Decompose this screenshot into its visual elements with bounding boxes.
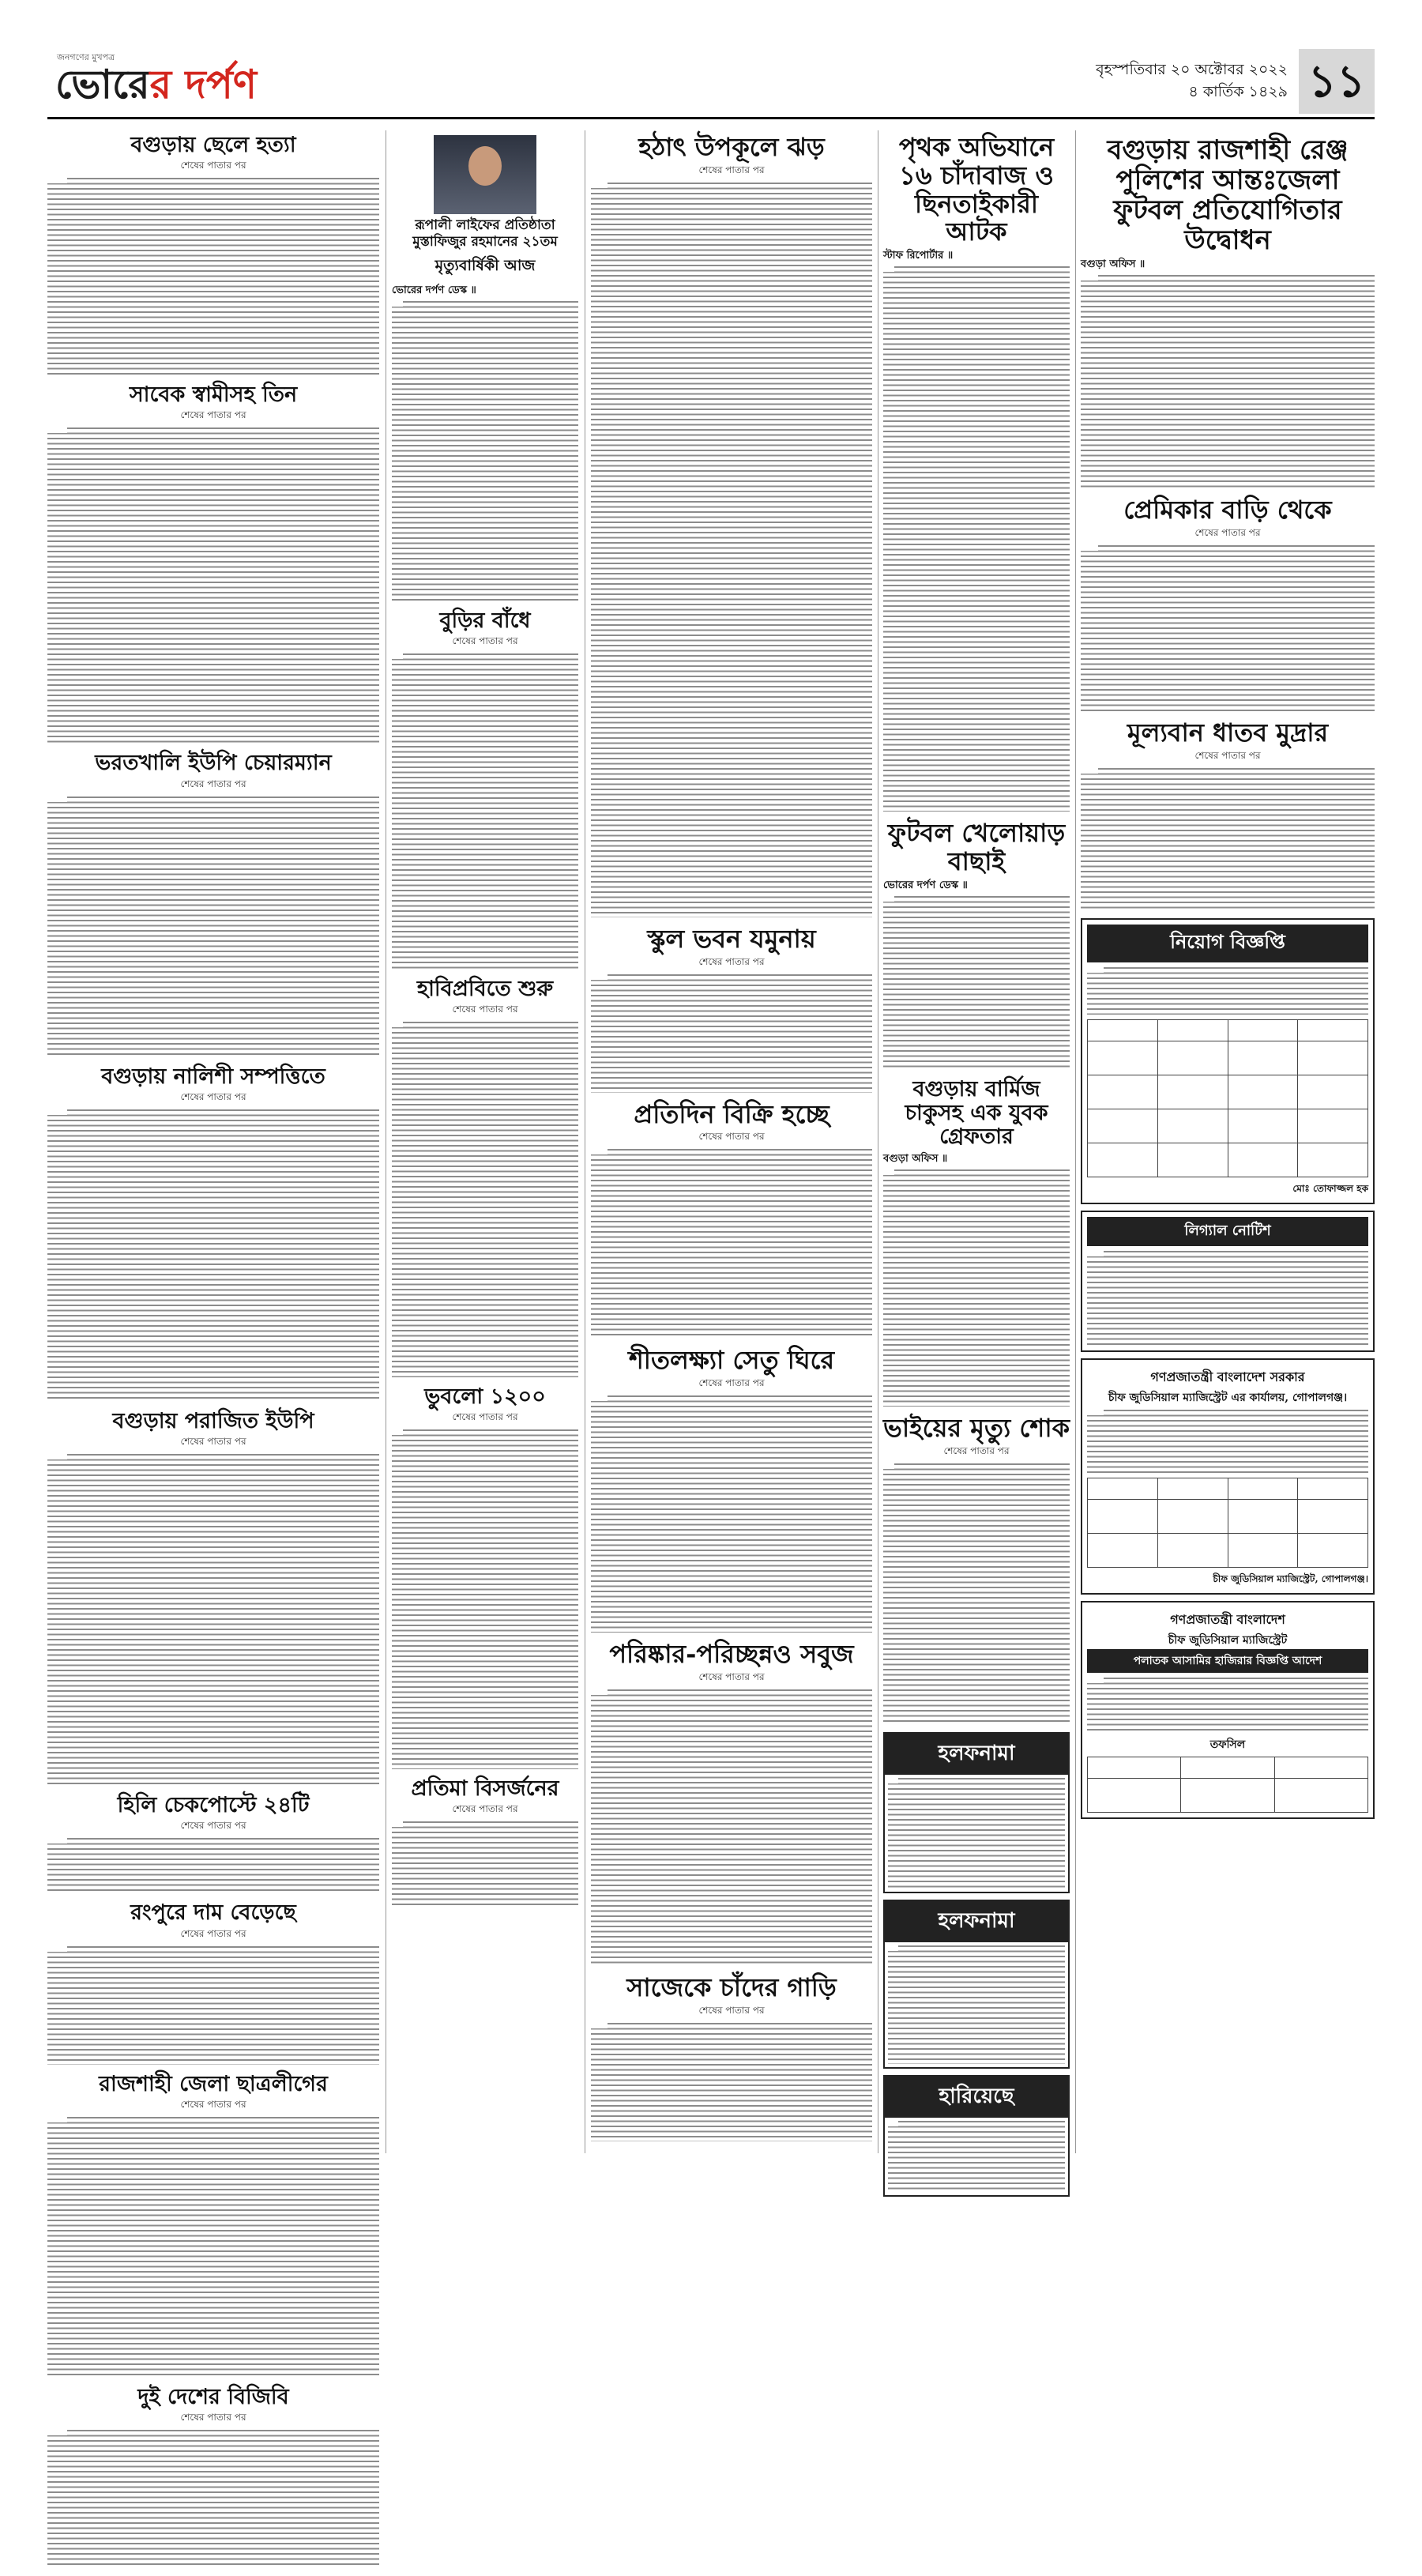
obituary-caption-2: মৃত্যুবার্ষিকী আজ (434, 256, 536, 274)
article (883, 134, 1070, 812)
article-body-text (47, 1454, 379, 1786)
article-body-text (47, 797, 379, 1057)
article-headline: পরিষ্কার-পরিচ্ছন্নও সবুজ (609, 1639, 854, 1670)
ad-body-text (1087, 1410, 1368, 1473)
legal-notice (1081, 1211, 1375, 1352)
article (392, 977, 578, 1377)
article-byline: বগুড়া অফিস ॥ (883, 1152, 948, 1165)
court-notice (1081, 1358, 1375, 1595)
article-body-text (392, 653, 578, 970)
article-body-text (1081, 768, 1375, 910)
article-byline: স্টাফ রিপোর্টার ॥ (883, 250, 954, 262)
article (883, 819, 1070, 1070)
article-body-text (47, 1838, 379, 1893)
ad-signatory: চীফ জুডিসিয়াল ম্যাজিস্ট্রেট, গোপালগঞ্জ। (1213, 1572, 1368, 1584)
article-body-text (47, 2430, 379, 2568)
article-body-text (392, 1022, 578, 1377)
article-body-text (1081, 275, 1375, 488)
notice-title: গণপ্রজাতন্ত্রী বাংলাদেশ (1170, 1611, 1285, 1627)
article-headline: ভরতখালি ইউপি চেয়ারম্যান (95, 751, 332, 776)
article-headline: বগুড়ায় নালিশী সম্পত্তিতে (101, 1064, 325, 1089)
continuation-label: শেষের পাতার পর (180, 409, 246, 421)
court-notice-table (1087, 1478, 1368, 1568)
article-headline: সাবেক স্বামীসহ তিন (129, 382, 298, 408)
notice-subtitle: চীফ জুডিসিয়াল ম্যাজিস্ট্রেট (1168, 1633, 1288, 1647)
article (591, 1974, 872, 2141)
continuation-label: শেষের পাতার পর (452, 635, 518, 646)
article (883, 1078, 1070, 1407)
article-body-text (47, 2117, 379, 2378)
article (47, 383, 379, 744)
article-headline: বুড়ির বাঁধে (439, 608, 531, 633)
article (591, 1346, 872, 1633)
continuation-label: শেষের পাতার পর (180, 160, 246, 171)
article-body-text (47, 427, 379, 744)
column-1 (47, 130, 379, 2576)
notice-strip: পলাতক আসামির হাজিরার বিজ্ঞপ্তি আদেশ (1087, 1649, 1368, 1673)
affidavit-ad (883, 1900, 1070, 2069)
logo-part-b: র দর্পণ (149, 61, 257, 107)
article-headline: স্কুল ভবন যমুনায় (647, 923, 816, 954)
continuation-label: শেষের পাতার পর (452, 1411, 518, 1423)
ad-body-text (1087, 1678, 1368, 1733)
article-byline: বগুড়া অফিস ॥ (1081, 258, 1146, 271)
article (591, 1640, 872, 1966)
article (883, 1414, 1070, 1724)
article (47, 1794, 379, 1893)
article-headline: ভাইয়ের মৃত্যু শোক (883, 1412, 1070, 1443)
article (392, 1385, 578, 1769)
continuation-label: শেষের পাতার পর (180, 2098, 246, 2110)
masthead-tagline: জনগণের মুখপত্র (57, 52, 115, 62)
article-headline: শীতলক্ষ্যা সেতু ঘিরে (628, 1345, 835, 1376)
date-bengali: ৪ কার্তিক ১৪২৯ (1188, 83, 1288, 100)
ad-title: নিয়োগ বিজ্ঞপ্তি (1087, 925, 1368, 962)
article-body-text (392, 1821, 578, 1908)
logo-part-a: ভোরে (55, 61, 150, 107)
article-body-text (591, 1395, 872, 1633)
article (591, 1098, 872, 1339)
continuation-label: শেষের পাতার পর (180, 778, 246, 789)
portrait-photo (434, 135, 536, 214)
article-body-text (1081, 545, 1375, 711)
obituary-caption: রূপালী লাইফের প্রতিষ্ঠাতা মুস্তাফিজুর রহমানের ২১তম (412, 217, 558, 250)
dateline (1096, 58, 1288, 103)
continuation-label: শেষের পাতার পর (180, 1436, 246, 1448)
ad-body-text (1087, 1251, 1368, 1346)
article-headline: মূল্যবান ধাতব মুদ্রার (1127, 717, 1329, 748)
article-body-text (591, 1149, 872, 1339)
ad-body-text (888, 1945, 1065, 2064)
court-notice (1081, 1601, 1375, 1819)
newspaper-logo (55, 55, 257, 121)
continuation-label: শেষের পাতার পর (180, 1820, 246, 1832)
article (47, 1901, 379, 2064)
article (392, 609, 578, 970)
ad-title: হলফনামা (885, 1901, 1068, 1942)
continuation-label: শেষের পাতার পর (698, 1377, 765, 1389)
page-number: ১১ (1299, 49, 1375, 114)
ad-body-text (888, 2121, 1065, 2192)
column-2 (392, 130, 578, 1916)
article-headline: বগুড়ায় বার্মিজ চাকুসহ এক যুবক গ্রেফতার (905, 1076, 1048, 1150)
notice-table-title: তফসিল (1209, 1738, 1246, 1751)
continuation-label: শেষের পাতার পর (452, 1003, 518, 1015)
article-body-text (591, 1689, 872, 1966)
ad-body-text (888, 1778, 1065, 1889)
continuation-label: শেষের পাতার পর (180, 1090, 246, 1102)
job-advertisement (1081, 918, 1375, 1204)
column-3 (591, 130, 872, 2149)
article-body-text (392, 1429, 578, 1769)
article-byline: ভোরের দর্পণ ডেস্ক ॥ (883, 879, 968, 891)
continuation-label: শেষের পাতার পর (452, 1803, 518, 1815)
lead-headline: বগুড়ায় রাজশাহী রেঞ্জ পুলিশের আন্তঃজেলা ফুটবল প্রতিযোগিতার উদ্বোধন (1107, 134, 1349, 257)
ad-title: হলফনামা (885, 1734, 1068, 1775)
article-byline: ভোরের দর্পণ ডেস্ক ॥ (392, 284, 476, 296)
article (47, 1410, 379, 1786)
article (47, 2073, 379, 2378)
ad-signatory: মোঃ তোফাজ্জল হক (1292, 1182, 1368, 1194)
article (47, 751, 379, 1056)
article-headline: বগুড়ায় পরাজিত ইউপি (112, 1408, 314, 1433)
article (47, 134, 379, 375)
article (47, 2386, 379, 2568)
continuation-label: শেষের পাতার পর (698, 1131, 765, 1143)
masthead (47, 49, 1375, 119)
column-5 (1081, 130, 1375, 1825)
court-notice-table (1087, 1757, 1368, 1813)
job-ad-table (1087, 1019, 1368, 1177)
article-body-text (392, 301, 578, 601)
article-headline: হঠাৎ উপকূলে ঝড় (638, 132, 825, 162)
article (392, 1777, 578, 1908)
article-headline: বগুড়ায় ছেলে হত্যা (130, 133, 296, 157)
lost-notice-ad (883, 2075, 1070, 2197)
article-body-text (591, 974, 872, 1093)
article-body-text (883, 896, 1070, 1070)
article (591, 925, 872, 1093)
article-body-text (883, 1463, 1070, 1724)
continuation-label: শেষের পাতার পর (1194, 749, 1261, 761)
ad-body-text (1087, 967, 1368, 1015)
article-body-text (47, 1109, 379, 1402)
continuation-label: শেষের পাতার পর (698, 1671, 765, 1683)
notice-subtitle: চীফ জুডিসিয়াল ম্যাজিস্ট্রেট এর কার্যালয়, গোপালগঞ্জ। (1108, 1391, 1348, 1404)
article-body-text (591, 2023, 872, 2141)
article-headline: ফুটবল খেলোয়াড় বাছাই (887, 818, 1066, 877)
article (47, 1065, 379, 1402)
article-body-text (883, 266, 1070, 812)
article-body-text (883, 1169, 1070, 1407)
article-body-text (47, 178, 379, 375)
article-headline: ভুবলো ১২০০ (424, 1384, 546, 1409)
date-gregorian: বৃহস্পতিবার ২০ অক্টোবর ২০২২ (1096, 61, 1288, 78)
continuation-label: শেষের পাতার পর (180, 1927, 246, 1939)
column-rule (1075, 130, 1076, 2153)
continuation-label: শেষের পাতার পর (943, 1444, 1010, 1456)
continuation-label: শেষের পাতার পর (180, 2412, 246, 2423)
article-headline: রাজশাহী জেলা ছাত্রলীগের (99, 2071, 328, 2096)
article-headline: প্রেমিকার বাড়ি থেকে (1123, 495, 1332, 525)
affidavit-ad (883, 1732, 1070, 1893)
article-body-text (47, 1946, 379, 2065)
article (591, 134, 872, 917)
ad-title: হারিয়েছে (885, 2077, 1068, 2118)
ad-title: লিগ্যাল নোটিশ (1087, 1217, 1368, 1246)
continuation-label: শেষের পাতার পর (698, 2004, 765, 2016)
continuation-label: শেষের পাতার পর (698, 164, 765, 175)
article-body-text (591, 183, 872, 917)
article-headline: সাজেকে চাঁদের গাড়ি (626, 1972, 837, 2003)
article-headline: দুই দেশের বিজিবি (137, 2384, 289, 2409)
article-headline: প্রতিমা বিসর্জনের (411, 1776, 559, 1802)
article-headline: প্রতিদিন বিক্রি হচ্ছে (634, 1098, 830, 1129)
article-headline: হাবিপ্রবিতে শুরু (416, 976, 554, 1001)
continuation-label: শেষের পাতার পর (1194, 527, 1261, 539)
article-headline: হিলি চেকপোস্টে ২৪টি (117, 1793, 310, 1818)
continuation-label: শেষের পাতার পর (698, 955, 765, 967)
article-headline: পৃথক অভিযানে ১৬ চাঁদাবাজ ও ছিনতাইকারী আটক (898, 132, 1055, 247)
column-4 (883, 130, 1070, 2203)
article-headline: রংপুরে দাম বেড়েছে (130, 1900, 296, 1926)
notice-title: গণপ্রজাতন্ত্রী বাংলাদেশ সরকার (1150, 1369, 1305, 1384)
